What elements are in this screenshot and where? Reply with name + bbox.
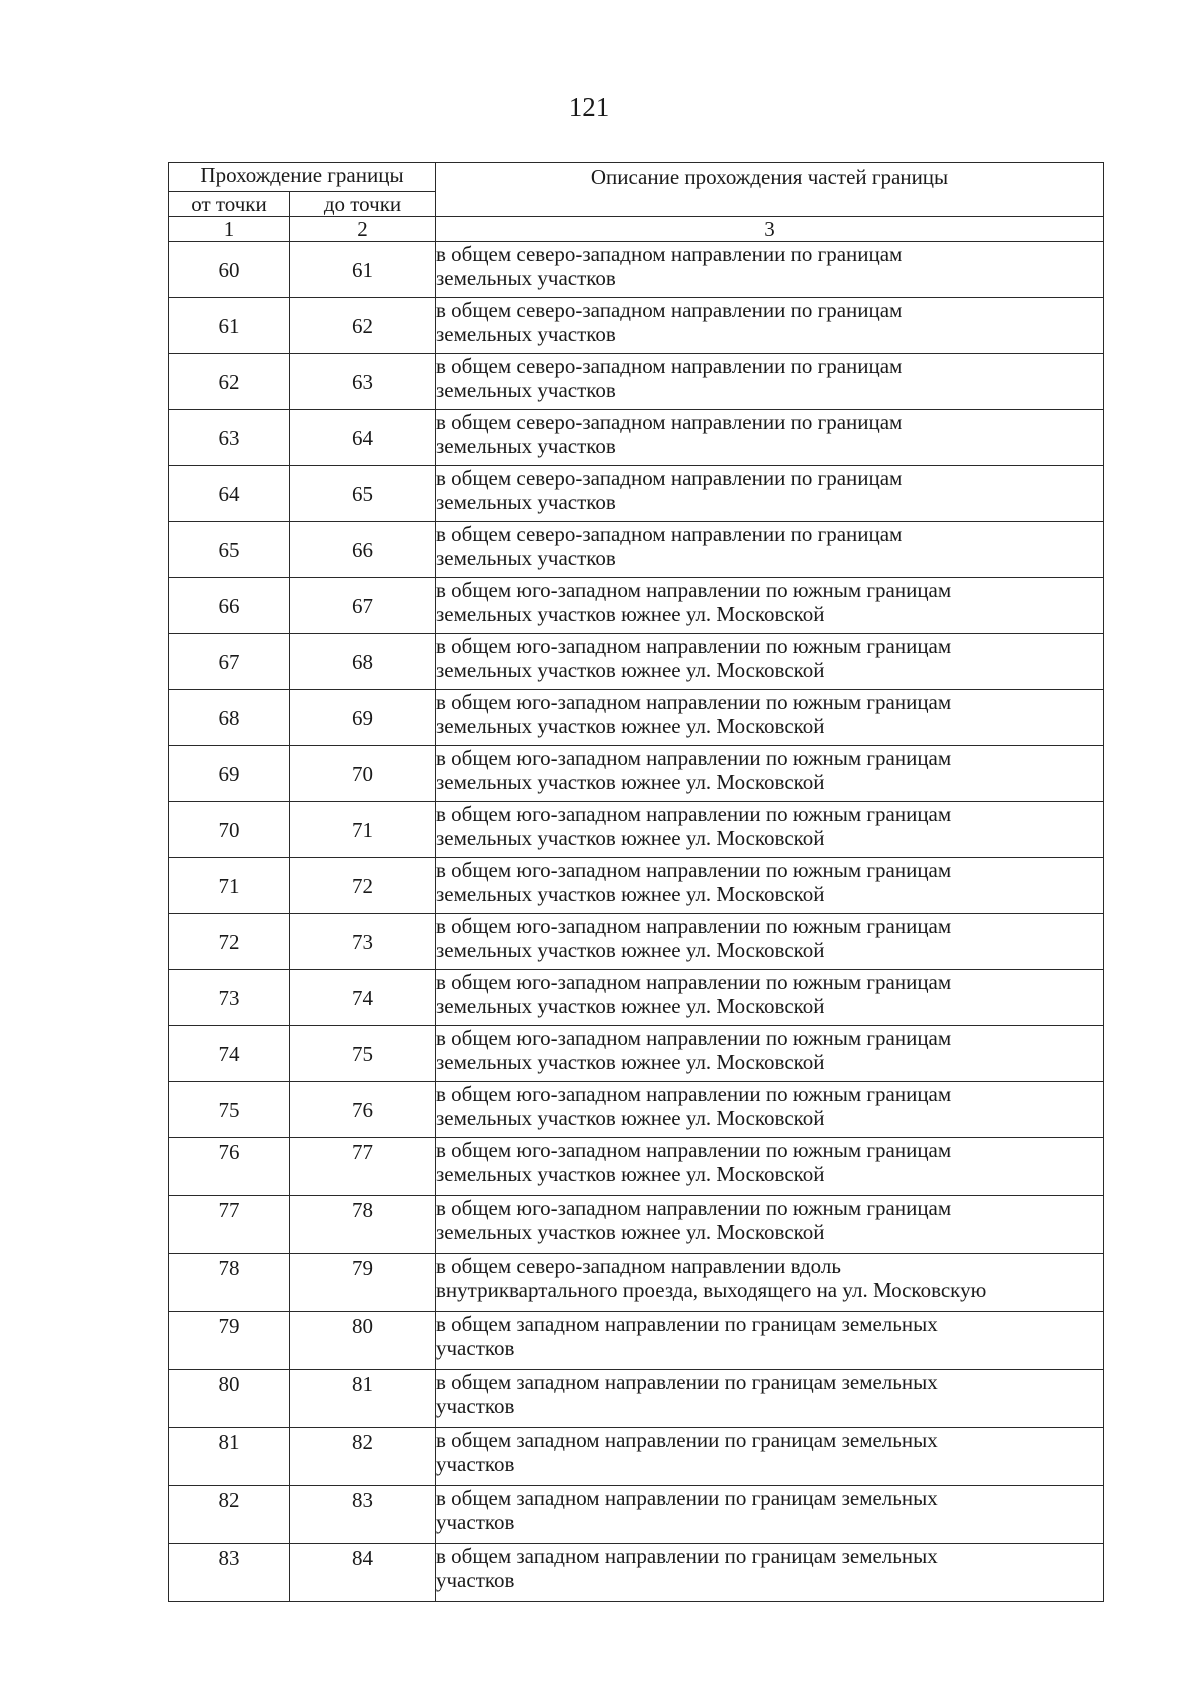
table-row: [169, 746, 1104, 802]
description-line: земельных участков: [436, 546, 616, 570]
from-point-cell: 60: [169, 242, 290, 298]
from-point-cell: 64: [169, 466, 290, 522]
description-line: земельных участков южнее ул. Московской: [436, 826, 825, 850]
description-line: в общем северо-западном направлении по границам: [436, 354, 903, 378]
from-point-cell: 67: [169, 634, 290, 690]
to-point-cell: 76: [290, 1082, 436, 1138]
description-line: земельных участков: [436, 266, 616, 290]
column-number: 3: [436, 217, 1104, 242]
description-line: в общем северо-западном направлении по границам: [436, 410, 903, 434]
table-row: [169, 1196, 1104, 1254]
description-cell: [436, 578, 1104, 634]
from-point-cell: 77: [169, 1196, 290, 1254]
description-line: в общем западном направлении по границам земельных: [436, 1428, 938, 1452]
to-point-cell: 67: [290, 578, 436, 634]
description-line: в общем северо-западном направлении по границам: [436, 298, 903, 322]
description-line: земельных участков: [436, 378, 616, 402]
table-row: [169, 466, 1104, 522]
to-point-header: до точки: [290, 192, 436, 217]
description-line: земельных участков южнее ул. Московской: [436, 770, 825, 794]
to-point-cell: 75: [290, 1026, 436, 1082]
description-line: участков: [436, 1336, 515, 1360]
description-cell: [436, 690, 1104, 746]
table-row: [169, 242, 1104, 298]
to-point-cell: 82: [290, 1428, 436, 1486]
description-line: земельных участков южнее ул. Московской: [436, 938, 825, 962]
description-cell: [436, 970, 1104, 1026]
description-cell: [436, 1370, 1104, 1428]
description-line: в общем юго-западном направлении по южным границам: [436, 1082, 952, 1106]
table-row: [169, 1254, 1104, 1312]
description-cell: [436, 1486, 1104, 1544]
table-row: [169, 1544, 1104, 1602]
description-cell: [436, 914, 1104, 970]
description-line: в общем юго-западном направлении по южным границам: [436, 578, 952, 602]
description-cell: [436, 298, 1104, 354]
description-line: в общем юго-западном направлении по южным границам: [436, 1196, 952, 1220]
description-line: земельных участков южнее ул. Московской: [436, 658, 825, 682]
description-line: в общем юго-западном направлении по южным границам: [436, 746, 952, 770]
from-point-cell: 71: [169, 858, 290, 914]
from-point-cell: 78: [169, 1254, 290, 1312]
description-line: земельных участков: [436, 434, 616, 458]
table-row: [169, 802, 1104, 858]
from-point-cell: 68: [169, 690, 290, 746]
table-row: [169, 410, 1104, 466]
to-point-cell: 61: [290, 242, 436, 298]
description-line: участков: [436, 1568, 515, 1592]
description-cell: [436, 1544, 1104, 1602]
description-cell: [436, 1026, 1104, 1082]
description-line: участков: [436, 1452, 515, 1476]
to-point-cell: 69: [290, 690, 436, 746]
description-line: в общем западном направлении по границам земельных: [436, 1370, 938, 1394]
from-point-cell: 63: [169, 410, 290, 466]
description-cell: [436, 466, 1104, 522]
to-point-cell: 63: [290, 354, 436, 410]
to-point-cell: 84: [290, 1544, 436, 1602]
from-point-cell: 61: [169, 298, 290, 354]
from-point-cell: 72: [169, 914, 290, 970]
table-row: [169, 1026, 1104, 1082]
from-point-cell: 81: [169, 1428, 290, 1486]
to-point-cell: 64: [290, 410, 436, 466]
description-cell: [436, 522, 1104, 578]
description-line: в общем юго-западном направлении по южным границам: [436, 802, 952, 826]
to-point-cell: 72: [290, 858, 436, 914]
description-line: земельных участков южнее ул. Московской: [436, 1162, 825, 1186]
from-point-cell: 75: [169, 1082, 290, 1138]
table-row: [169, 1428, 1104, 1486]
description-line: в общем юго-западном направлении по южным границам: [436, 634, 952, 658]
description-line: в общем юго-западном направлении по южным границам: [436, 1138, 952, 1162]
from-point-cell: 79: [169, 1312, 290, 1370]
description-line: земельных участков: [436, 490, 616, 514]
table-row: [169, 522, 1104, 578]
description-line: в общем северо-западном направлении по границам: [436, 522, 903, 546]
from-point-cell: 83: [169, 1544, 290, 1602]
description-line: в общем юго-западном направлении по южным границам: [436, 970, 952, 994]
description-cell: [436, 1138, 1104, 1196]
to-point-cell: 79: [290, 1254, 436, 1312]
to-point-cell: 68: [290, 634, 436, 690]
description-line: в общем западном направлении по границам земельных: [436, 1486, 938, 1510]
description-line: земельных участков южнее ул. Московской: [436, 1050, 825, 1074]
boundary-group-header: Прохождение границы: [169, 163, 436, 192]
description-line: в общем юго-западном направлении по южным границам: [436, 690, 952, 714]
description-cell: [436, 1254, 1104, 1312]
description-cell: [436, 410, 1104, 466]
boundary-table: [168, 162, 1104, 1602]
description-line: в общем юго-западном направлении по южным границам: [436, 914, 952, 938]
description-line: в общем юго-западном направлении по южным границам: [436, 1026, 952, 1050]
description-line: в общем северо-западном направлении по границам: [436, 466, 903, 490]
description-cell: [436, 746, 1104, 802]
description-line: земельных участков: [436, 322, 616, 346]
from-point-cell: 73: [169, 970, 290, 1026]
from-point-cell: 80: [169, 1370, 290, 1428]
to-point-cell: 73: [290, 914, 436, 970]
description-cell: [436, 1428, 1104, 1486]
description-line: в общем северо-западном направлении по границам: [436, 242, 903, 266]
table-row: [169, 634, 1104, 690]
to-point-cell: 78: [290, 1196, 436, 1254]
to-point-cell: 70: [290, 746, 436, 802]
description-line: земельных участков южнее ул. Московской: [436, 882, 825, 906]
table-row: [169, 1312, 1104, 1370]
description-cell: [436, 1312, 1104, 1370]
to-point-cell: 66: [290, 522, 436, 578]
description-cell: [436, 802, 1104, 858]
to-point-cell: 83: [290, 1486, 436, 1544]
column-number: 1: [169, 217, 290, 242]
page-number: 121: [568, 92, 610, 122]
table-row: [169, 354, 1104, 410]
description-cell: [436, 242, 1104, 298]
table-row: [169, 1082, 1104, 1138]
table-row: [169, 1138, 1104, 1196]
description-cell: [436, 1196, 1104, 1254]
table-row: [169, 914, 1104, 970]
description-cell: [436, 634, 1104, 690]
table-row: [169, 858, 1104, 914]
from-point-cell: 74: [169, 1026, 290, 1082]
to-point-cell: 74: [290, 970, 436, 1026]
from-point-cell: 66: [169, 578, 290, 634]
to-point-cell: 62: [290, 298, 436, 354]
description-header: Описание прохождения частей границы: [436, 163, 1104, 217]
table-row: [169, 1370, 1104, 1428]
from-point-cell: 76: [169, 1138, 290, 1196]
description-line: в общем западном направлении по границам земельных: [436, 1312, 938, 1336]
from-point-cell: 70: [169, 802, 290, 858]
to-point-cell: 81: [290, 1370, 436, 1428]
table-row: [169, 298, 1104, 354]
to-point-cell: 65: [290, 466, 436, 522]
from-point-cell: 69: [169, 746, 290, 802]
from-point-cell: 65: [169, 522, 290, 578]
from-point-header: от точки: [169, 192, 290, 217]
description-line: в общем северо-западном направлении вдоль: [436, 1254, 841, 1278]
column-number: 2: [290, 217, 436, 242]
description-cell: [436, 354, 1104, 410]
description-line: земельных участков южнее ул. Московской: [436, 1106, 825, 1130]
description-line: в общем западном направлении по границам земельных: [436, 1544, 938, 1568]
from-point-cell: 62: [169, 354, 290, 410]
description-line: участков: [436, 1510, 515, 1534]
from-point-cell: 82: [169, 1486, 290, 1544]
description-line: участков: [436, 1394, 515, 1418]
description-line: земельных участков южнее ул. Московской: [436, 714, 825, 738]
description-line: внутриквартального проезда, выходящего на ул. Московскую: [436, 1278, 987, 1302]
table-body: [169, 242, 1104, 1602]
description-cell: [436, 1082, 1104, 1138]
to-point-cell: 77: [290, 1138, 436, 1196]
table-row: [169, 970, 1104, 1026]
description-line: в общем юго-западном направлении по южным границам: [436, 858, 952, 882]
description-line: земельных участков южнее ул. Московской: [436, 994, 825, 1018]
description-line: земельных участков южнее ул. Московской: [436, 1220, 825, 1244]
description-cell: [436, 858, 1104, 914]
table-row: [169, 690, 1104, 746]
table-row: [169, 1486, 1104, 1544]
to-point-cell: 80: [290, 1312, 436, 1370]
description-line: земельных участков южнее ул. Московской: [436, 602, 825, 626]
table-row: [169, 578, 1104, 634]
to-point-cell: 71: [290, 802, 436, 858]
